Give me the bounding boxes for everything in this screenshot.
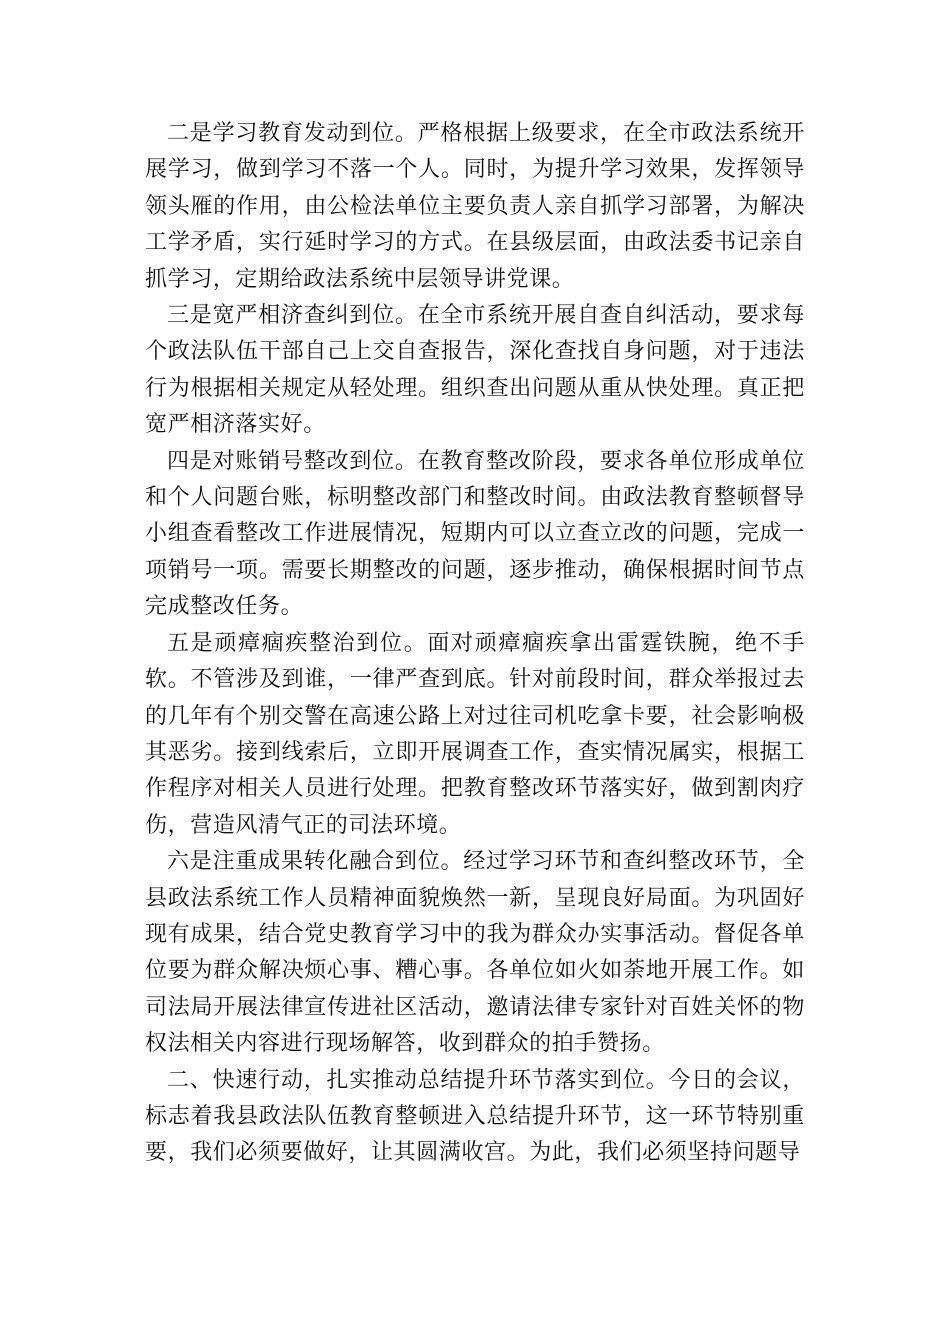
paragraph-chronic-problems: 五是顽瘴痼疾整治到位。面对顽瘴痼疾拿出雷霆铁腕，绝不手软。不管涉及到谁，一律严查到底。针对前段时间，群众举报过去的几年有个别交警在高速公路上对过往司机吃拿卡要，社会影响极其恶劣。接到线索后，立即开展调查工作，查实情况属实，根据工作程序对相关人员进行处理。把教育整改环节落实好，做到割肉疗伤，营造风清气正的司法环境。: [145, 630, 805, 838]
paragraph-account-reconciliation: 四是对账销号整改到位。在教育整改阶段，要求各单位形成单位和个人问题台账，标明整改部门和整改时间。由政法教育整顿督导小组查看整改工作进展情况，短期内可以立查立改的问题，完成一项销号一项。需要长期整改的问题，逐步推动，确保根据时间节点完成整改任务。: [145, 448, 805, 620]
paragraph-leniency-rectification: 三是宽严相济查纠到位。在全市系统开展自查自纠活动，要求每个政法队伍干部自己上交自查报告，深化查找自身问题，对于违法行为根据相关规定从轻处理。组织查出问题从重从快处理。真正把宽严相济落实好。: [145, 303, 805, 438]
paragraph-results-transformation: 六是注重成果转化融合到位。经过学习环节和查纠整改环节，全县政法系统工作人员精神面貌焕然一新，呈现良好局面。为巩固好现有成果，结合党史教育学习中的我为群众办实事活动。督促各单位要为群众解决烦心事、糟心事。各单位如火如荼地开展工作。如司法局开展法律宣传进社区活动，邀请法律专家针对百姓关怀的物权法相关内容进行现场解答，收到群众的拍手赞扬。: [145, 849, 805, 1057]
paragraph-quick-action: 二、快速行动，扎实推动总结提升环节落实到位。今日的会议，标志着我县政法队伍教育整顿进入总结提升环节，这一环节特别重要，我们必须要做好，让其圆满收宫。为此，我们必须坚持问题导: [145, 1067, 805, 1166]
paragraph-study-mobilization: 二是学习教育发动到位。严格根据上级要求，在全市政法系统开展学习，做到学习不落一个人。同时，为提升学习效果，发挥领导领头雁的作用，由公检法单位主要负责人亲自抓学习部署，为解决工学矛盾，实行延时学习的方式。在县级层面，由政法委书记亲自抓学习，定期给政法系统中层领导讲党课。: [145, 121, 805, 292]
document-body: [145, 116, 805, 1172]
